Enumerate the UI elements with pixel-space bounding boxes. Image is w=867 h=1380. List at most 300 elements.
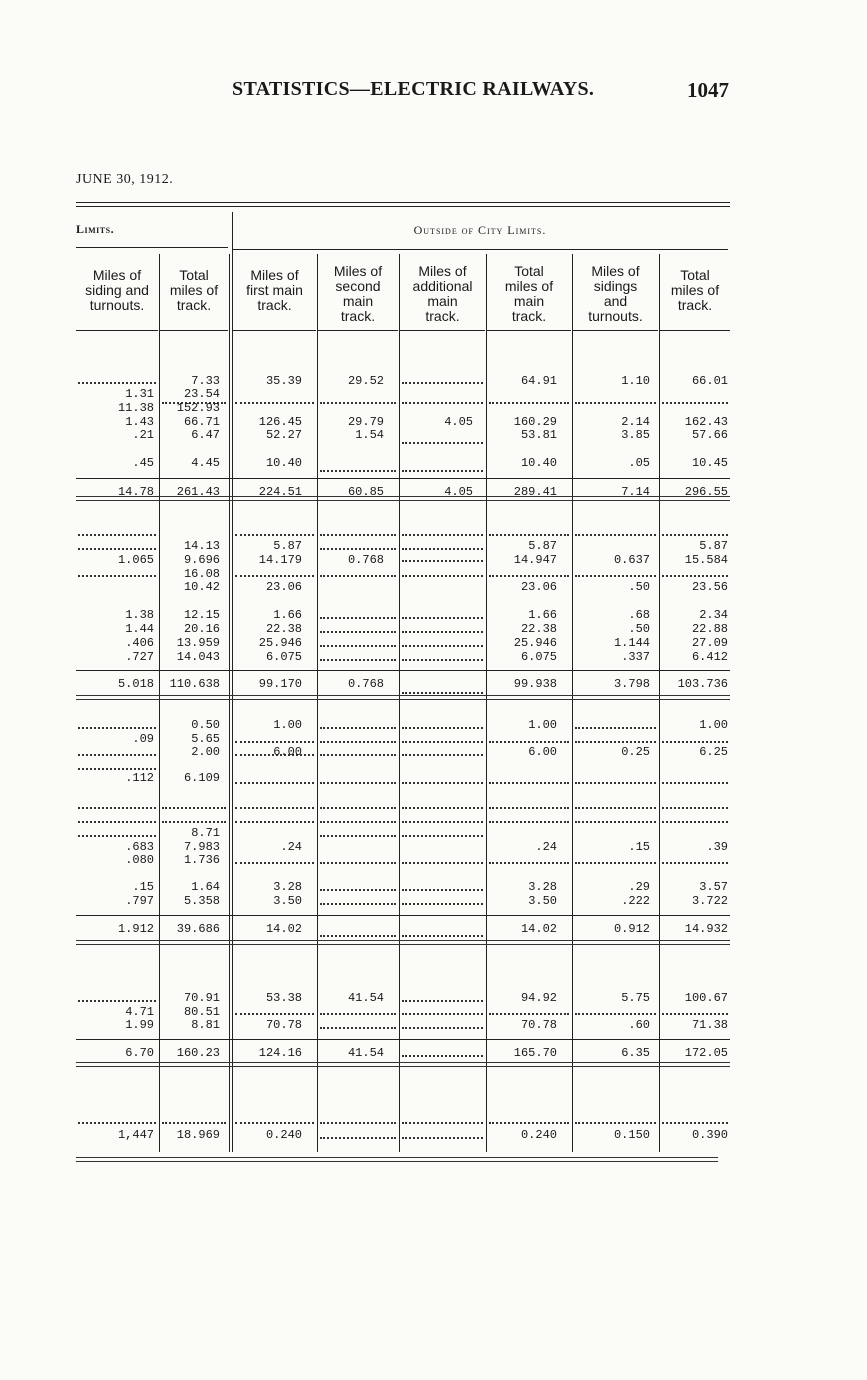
- table-cell: 99.170: [258, 677, 302, 691]
- table-cell: 7.33: [191, 374, 220, 388]
- dot-leader: [402, 1137, 483, 1139]
- dot-leader: [235, 1013, 314, 1015]
- double-rule: [76, 1062, 730, 1067]
- dot-leader: [402, 889, 483, 891]
- dot-leader: [402, 1000, 483, 1002]
- table-cell: 3.28: [273, 880, 302, 894]
- dot-leader: [402, 548, 483, 550]
- dot-leader: [402, 692, 483, 694]
- table-cell: 152.93: [176, 401, 220, 415]
- table-cell: 80.51: [183, 1005, 220, 1019]
- page-number: 1047: [687, 78, 729, 102]
- column-header-line: and: [603, 293, 628, 309]
- table-cell: 5.65: [191, 732, 220, 746]
- table-cell: 0.637: [613, 553, 650, 567]
- dot-leader: [575, 1013, 656, 1015]
- table-cell: 3.85: [621, 428, 650, 442]
- running-title-cap: S: [232, 78, 244, 100]
- dot-leader: [575, 534, 656, 536]
- dot-leader: [402, 1055, 483, 1057]
- rule: [233, 249, 728, 250]
- dot-leader: [402, 534, 483, 536]
- dot-leader: [402, 402, 483, 404]
- dot-leader: [489, 1122, 569, 1124]
- dot-leader: [489, 807, 569, 809]
- dot-leader: [235, 862, 314, 864]
- table-cell: 14.947: [513, 553, 557, 567]
- table-cell: 1.31: [125, 387, 154, 401]
- table-cell: 41.54: [347, 1046, 384, 1060]
- table-cell: 0.390: [691, 1128, 728, 1142]
- table-cell: 25.946: [258, 636, 302, 650]
- dot-leader: [489, 821, 569, 823]
- table-cell: 6.00: [273, 745, 302, 759]
- running-title-part: TATISTICS—: [243, 78, 371, 100]
- top-rule: [76, 206, 730, 207]
- table-cell: 4.71: [125, 1005, 154, 1019]
- dot-leader: [402, 560, 483, 562]
- rule: [400, 330, 485, 331]
- table-cell: 4.05: [444, 485, 473, 499]
- dot-leader: [402, 807, 483, 809]
- column-rule: [317, 254, 318, 1152]
- table-cell: 162.43: [684, 415, 728, 429]
- table-cell: 52.27: [265, 428, 302, 442]
- table-cell: 22.88: [691, 622, 728, 636]
- dot-leader: [235, 782, 314, 784]
- table-cell: 5.75: [621, 991, 650, 1005]
- table-cell: 2.34: [699, 608, 728, 622]
- table-cell: 13.959: [176, 636, 220, 650]
- table-cell: 10.42: [183, 580, 220, 594]
- dot-leader: [320, 903, 396, 905]
- dot-leader: [162, 1122, 226, 1124]
- page-header: [0, 78, 867, 108]
- column-header: [160, 268, 228, 313]
- dot-leader: [320, 741, 396, 743]
- column-header: [76, 268, 158, 313]
- dot-leader: [320, 1027, 396, 1029]
- table-cell: 3.50: [273, 894, 302, 908]
- table-cell: 1.66: [528, 608, 557, 622]
- table-cell: 6.109: [183, 771, 220, 785]
- dot-leader: [320, 1013, 396, 1015]
- table-cell: .60: [628, 1018, 650, 1032]
- column-header-line: Miles of: [418, 263, 467, 279]
- column-rule: [399, 254, 400, 1152]
- table-cell: .337: [621, 650, 650, 664]
- table-cell: 22.38: [265, 622, 302, 636]
- table-cell: 29.52: [347, 374, 384, 388]
- dot-leader: [402, 631, 483, 633]
- total-rule: [76, 478, 730, 479]
- dot-leader: [78, 1000, 156, 1002]
- table-cell: 60.85: [347, 485, 384, 499]
- dot-leader: [78, 534, 156, 536]
- dot-leader: [402, 645, 483, 647]
- table-cell: 160.23: [176, 1046, 220, 1060]
- dot-leader: [489, 402, 569, 404]
- dot-leader: [489, 862, 569, 864]
- dot-leader: [402, 1013, 483, 1015]
- column-header-line: turnouts.: [588, 308, 643, 324]
- column-header: [573, 264, 658, 324]
- dot-leader: [78, 835, 156, 837]
- dot-leader: [320, 617, 396, 619]
- rule: [318, 330, 398, 331]
- dot-leader: [402, 470, 483, 472]
- table-cell: 66.71: [183, 415, 220, 429]
- table-cell: 14.78: [117, 485, 154, 499]
- dot-leader: [235, 821, 314, 823]
- table-cell: 6.35: [621, 1046, 650, 1060]
- dot-leader: [235, 807, 314, 809]
- table-cell: 0.150: [613, 1128, 650, 1142]
- column-rule: [572, 254, 573, 1152]
- table-cell: 1.912: [117, 922, 154, 936]
- table-cell: 110.638: [169, 677, 220, 691]
- dot-leader: [402, 782, 483, 784]
- dot-leader: [320, 470, 396, 472]
- column-header: [487, 264, 571, 324]
- dot-leader: [575, 782, 656, 784]
- table-cell: 289.41: [513, 485, 557, 499]
- table-cell: 10.40: [265, 456, 302, 470]
- dot-leader: [78, 754, 156, 756]
- table-cell: 4.05: [444, 415, 473, 429]
- table-cell: 41.54: [347, 991, 384, 1005]
- table-cell: 165.70: [513, 1046, 557, 1060]
- table-cell: 53.81: [520, 428, 557, 442]
- table-cell: 3.50: [528, 894, 557, 908]
- table-cell: .29: [628, 880, 650, 894]
- table-cell: 6.075: [520, 650, 557, 664]
- dot-leader: [320, 1122, 396, 1124]
- table-cell: 1.43: [125, 415, 154, 429]
- dot-leader: [235, 741, 314, 743]
- column-rule: [486, 254, 487, 1152]
- limits-label: Limits.: [76, 222, 115, 236]
- running-title-cap: R: [482, 78, 498, 100]
- table-cell: 0.768: [347, 677, 384, 691]
- table-cell: 0.240: [520, 1128, 557, 1142]
- dot-leader: [320, 534, 396, 536]
- column-header-line: Total: [179, 267, 209, 283]
- table-cell: 23.06: [265, 580, 302, 594]
- dot-leader: [402, 1027, 483, 1029]
- table-cell: 99.938: [513, 677, 557, 691]
- table-cell: 11.38: [117, 401, 154, 415]
- table-cell: 14.13: [183, 539, 220, 553]
- column-header-line: siding and: [85, 282, 149, 298]
- dot-leader: [320, 548, 396, 550]
- table-cell: 66.01: [691, 374, 728, 388]
- dot-leader: [235, 534, 314, 536]
- dot-leader: [662, 402, 728, 404]
- top-rule: [76, 202, 730, 203]
- dot-leader: [489, 741, 569, 743]
- column-rule: [229, 254, 230, 1152]
- table-cell: 2.00: [191, 745, 220, 759]
- column-header-line: Total: [680, 267, 710, 283]
- dot-leader: [78, 727, 156, 729]
- dot-leader: [489, 1013, 569, 1015]
- column-header-line: sidings: [593, 278, 638, 294]
- date-line: JUNE 30, 1912.: [76, 172, 174, 187]
- column-header-line: main: [427, 293, 458, 309]
- table-cell: .39: [706, 840, 728, 854]
- dot-leader: [78, 768, 156, 770]
- table-cell: 6.412: [691, 650, 728, 664]
- table-cell: 224.51: [258, 485, 302, 499]
- column-header-line: track.: [257, 297, 292, 313]
- table-cell: .50: [628, 622, 650, 636]
- table-cell: 10.40: [520, 456, 557, 470]
- table-cell: 1.736: [183, 853, 220, 867]
- table-cell: 124.16: [258, 1046, 302, 1060]
- table-cell: 14.043: [176, 650, 220, 664]
- dot-leader: [320, 631, 396, 633]
- column-header-line: turnouts.: [89, 297, 145, 313]
- double-rule: [76, 940, 730, 945]
- table-cell: 0.912: [613, 922, 650, 936]
- table-cell: 7.14: [621, 485, 650, 499]
- table-cell: 23.54: [183, 387, 220, 401]
- dot-leader: [320, 727, 396, 729]
- column-header-line: miles of: [169, 282, 219, 298]
- running-title-part: LECTRIC: [383, 78, 483, 100]
- dot-leader: [489, 534, 569, 536]
- table-cell: 1.10: [621, 374, 650, 388]
- dot-leader: [235, 575, 314, 577]
- table-cell: 22.38: [520, 622, 557, 636]
- table-cell: 5.87: [273, 539, 302, 553]
- table-cell: 0.25: [621, 745, 650, 759]
- table-cell: 0.50: [191, 718, 220, 732]
- column-header-line: additional: [412, 278, 473, 294]
- dot-leader: [78, 382, 156, 384]
- column-header-line: track.: [425, 308, 460, 324]
- table-cell: 1.144: [613, 636, 650, 650]
- dot-leader: [402, 727, 483, 729]
- dot-leader: [575, 862, 656, 864]
- table-cell: 1.00: [273, 718, 302, 732]
- column-header-line: Miles of: [333, 263, 383, 279]
- table-cell: .24: [535, 840, 557, 854]
- dot-leader: [402, 1122, 483, 1124]
- table-cell: 71.38: [691, 1018, 728, 1032]
- table-cell: 6.70: [125, 1046, 154, 1060]
- table-cell: .727: [125, 650, 154, 664]
- rule: [76, 247, 228, 248]
- rule: [160, 330, 228, 331]
- dot-leader: [402, 741, 483, 743]
- table-cell: 3.722: [691, 894, 728, 908]
- dot-leader: [662, 821, 728, 823]
- total-rule: [76, 670, 730, 671]
- table-cell: 3.57: [699, 880, 728, 894]
- column-header-line: Miles of: [92, 267, 142, 283]
- table-cell: 12.15: [183, 608, 220, 622]
- dot-leader: [78, 548, 156, 550]
- running-title: [232, 78, 594, 101]
- dot-leader: [402, 442, 483, 444]
- dot-leader: [662, 534, 728, 536]
- column-header-line: track.: [176, 297, 212, 313]
- column-rule: [659, 254, 660, 1152]
- dot-leader: [320, 645, 396, 647]
- table-cell: 70.78: [265, 1018, 302, 1032]
- dot-leader: [78, 807, 156, 809]
- dot-leader: [320, 782, 396, 784]
- dot-leader: [320, 807, 396, 809]
- table-cell: .68: [628, 608, 650, 622]
- table-cell: 94.92: [520, 991, 557, 1005]
- rule: [76, 330, 158, 331]
- table-cell: 35.39: [265, 374, 302, 388]
- total-rule: [76, 915, 730, 916]
- table-cell: 16.08: [183, 567, 220, 581]
- column-header-line: main: [342, 293, 374, 309]
- table-cell: 1.66: [273, 608, 302, 622]
- rule: [660, 330, 730, 331]
- table-cell: 100.67: [684, 991, 728, 1005]
- column-header: [318, 264, 398, 324]
- dot-leader: [320, 862, 396, 864]
- column-header-line: track.: [511, 308, 547, 324]
- dot-leader: [235, 1122, 314, 1124]
- dot-leader: [320, 402, 396, 404]
- table-cell: 18.969: [176, 1128, 220, 1142]
- dot-leader: [320, 935, 396, 937]
- column-header-line: second: [335, 278, 381, 294]
- table-cell: .05: [628, 456, 650, 470]
- table-cell: 57.66: [691, 428, 728, 442]
- table-cell: 1.00: [699, 718, 728, 732]
- column-header-line: Miles of: [591, 263, 640, 279]
- table-cell: 160.29: [513, 415, 557, 429]
- table-cell: 261.43: [176, 485, 220, 499]
- dot-leader: [575, 821, 656, 823]
- table-cell: 10.45: [691, 456, 728, 470]
- table-cell: .50: [628, 580, 650, 594]
- dot-leader: [78, 821, 156, 823]
- table-cell: 5.018: [117, 677, 154, 691]
- double-rule: [76, 695, 730, 700]
- table-cell: 1.065: [117, 553, 154, 567]
- table-cell: 25.946: [513, 636, 557, 650]
- table-cell: 64.91: [520, 374, 557, 388]
- table-cell: 5.358: [183, 894, 220, 908]
- column-header-line: Miles of: [250, 267, 299, 283]
- double-rule: [76, 1157, 718, 1162]
- outside-city-limits-label: Outside of City Limits.: [413, 223, 547, 237]
- dot-leader: [662, 807, 728, 809]
- table-cell: 6.075: [265, 650, 302, 664]
- table-cell: 53.38: [265, 991, 302, 1005]
- dot-leader: [320, 1137, 396, 1139]
- table-cell: 1.38: [125, 608, 154, 622]
- dot-leader: [402, 617, 483, 619]
- table-cell: 3.28: [528, 880, 557, 894]
- column-header-line: Total: [514, 263, 544, 279]
- column-header-line: track.: [340, 308, 376, 324]
- table-cell: 14.02: [520, 922, 557, 936]
- table-cell: 23.56: [691, 580, 728, 594]
- dot-leader: [662, 741, 728, 743]
- table-cell: .24: [280, 840, 302, 854]
- table-cell: 1.44: [125, 622, 154, 636]
- table-cell: 9.696: [183, 553, 220, 567]
- table-cell: 29.79: [347, 415, 384, 429]
- dot-leader: [662, 1013, 728, 1015]
- rule: [573, 330, 658, 331]
- table-cell: 14.179: [258, 553, 302, 567]
- dot-leader: [575, 741, 656, 743]
- dot-leader: [402, 903, 483, 905]
- column-header-line: miles of: [670, 282, 720, 298]
- column-header-line: main: [513, 293, 545, 309]
- table-cell: 1.64: [191, 880, 220, 894]
- scan-smudge: [350, 1228, 650, 1268]
- table-cell: .797: [125, 894, 154, 908]
- table-cell: 5.87: [699, 539, 728, 553]
- table-cell: 2.14: [621, 415, 650, 429]
- table-cell: .080: [125, 853, 154, 867]
- table-cell: .15: [132, 880, 154, 894]
- dot-leader: [320, 821, 396, 823]
- dot-leader: [402, 382, 483, 384]
- table-cell: .222: [621, 894, 650, 908]
- dot-leader: [235, 402, 314, 404]
- dot-leader: [662, 782, 728, 784]
- dot-leader: [402, 659, 483, 661]
- column-header-line: first main: [246, 282, 303, 298]
- dot-leader: [662, 575, 728, 577]
- rule: [233, 330, 316, 331]
- table-cell: 3.798: [613, 677, 650, 691]
- table-cell: .45: [132, 456, 154, 470]
- dot-leader: [662, 862, 728, 864]
- dot-leader: [320, 889, 396, 891]
- table-cell: .15: [628, 840, 650, 854]
- table-cell: 20.16: [183, 622, 220, 636]
- table-cell: 70.78: [520, 1018, 557, 1032]
- table-cell: 23.06: [520, 580, 557, 594]
- dot-leader: [402, 862, 483, 864]
- table-cell: 8.71: [191, 826, 220, 840]
- table-cell: 172.05: [684, 1046, 728, 1060]
- dot-leader: [662, 1122, 728, 1124]
- table-cell: .112: [125, 771, 154, 785]
- dot-leader: [402, 575, 483, 577]
- table-cell: 1.00: [528, 718, 557, 732]
- table-cell: 14.932: [684, 922, 728, 936]
- table-cell: .09: [132, 732, 154, 746]
- table-cell: 27.09: [691, 636, 728, 650]
- dot-leader: [402, 835, 483, 837]
- dot-leader: [320, 659, 396, 661]
- column-header: [400, 264, 485, 324]
- dot-leader: [320, 754, 396, 756]
- table-cell: 14.02: [265, 922, 302, 936]
- table-cell: 8.81: [191, 1018, 220, 1032]
- table-cell: 15.584: [684, 553, 728, 567]
- table-cell: 1.99: [125, 1018, 154, 1032]
- dot-leader: [320, 835, 396, 837]
- column-header: [660, 268, 730, 313]
- dot-leader: [489, 575, 569, 577]
